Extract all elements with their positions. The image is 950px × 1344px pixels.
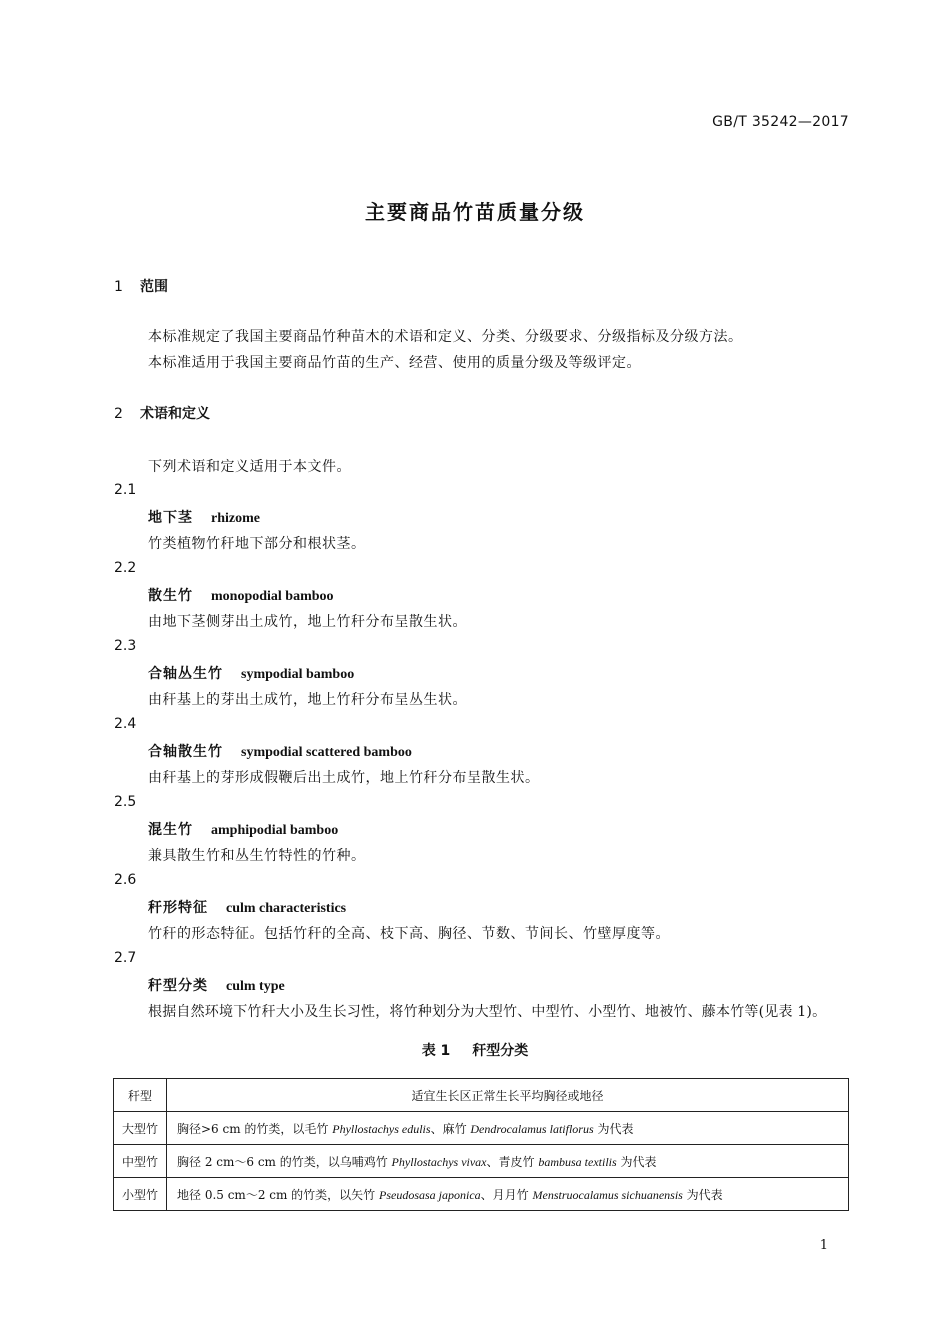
term-number: 2.5 (114, 794, 137, 810)
table-header-cell: 秆型 (114, 1079, 167, 1112)
term-number: 2.4 (114, 716, 137, 732)
table-header-row (114, 1079, 849, 1112)
table-row (114, 1178, 849, 1211)
term-en: sympodial bamboo (241, 667, 355, 682)
table-row (114, 1112, 849, 1145)
species-name: bambusa textilis (538, 1154, 617, 1169)
term-heading (148, 819, 338, 839)
desc-text: 、麻竹 (430, 1121, 471, 1136)
table-cell-description (167, 1178, 849, 1211)
section-title: 范围 (140, 279, 168, 295)
term-zh: 秆型分类 (148, 978, 208, 994)
term-definition: 由秆基上的芽出土成竹，地上竹秆分布呈丛生状。 (148, 692, 467, 708)
term-en: rhizome (211, 511, 260, 526)
term-zh: 地下茎 (148, 510, 193, 526)
term-number: 2.3 (114, 638, 137, 654)
term-definition: 竹秆的形态特征。包括竹秆的全高、枝下高、胸径、节数、节间长、竹壁厚度等。 (148, 926, 670, 942)
section-heading-scope (114, 276, 168, 296)
term-number: 2.1 (114, 482, 137, 498)
species-name: Menstruocalamus sichuanensis (532, 1187, 683, 1202)
term-zh: 合轴丛生竹 (148, 666, 223, 682)
desc-text: 胸径 2 cm～6 cm 的竹类，以乌哺鸡竹 (177, 1154, 392, 1169)
section-number: 2 (114, 406, 123, 422)
desc-text: 为代表 (616, 1154, 657, 1169)
term-definition: 竹类植物竹秆地下部分和根状茎。 (148, 536, 366, 552)
term-definition: 由秆基上的芽形成假鞭后出土成竹，地上竹秆分布呈散生状。 (148, 770, 540, 786)
table-caption (0, 1040, 950, 1060)
term-definition: 根据自然环境下竹秆大小及生长习性，将竹种划分为大型竹、中型竹、小型竹、地被竹、藤本竹等(见表 1)。 (148, 1004, 827, 1020)
term-en: sympodial scattered bamboo (241, 745, 412, 760)
term-en: monopodial bamboo (211, 589, 334, 604)
term-zh: 合轴散生竹 (148, 744, 223, 760)
term-heading (148, 507, 260, 527)
scope-paragraph-1: 本标准规定了我国主要商品竹种苗木的术语和定义、分类、分级要求、分级指标及分级方法。 (148, 329, 743, 345)
desc-text: 为代表 (593, 1121, 634, 1136)
term-zh: 散生竹 (148, 588, 193, 604)
terms-intro-paragraph: 下列术语和定义适用于本文件。 (148, 459, 351, 475)
desc-text: 胸径>6 cm 的竹类，以毛竹 (177, 1121, 333, 1136)
term-en: culm type (226, 979, 285, 994)
term-heading (148, 741, 412, 761)
term-number: 2.6 (114, 872, 137, 888)
term-heading (148, 975, 285, 995)
desc-text: 为代表 (682, 1187, 723, 1202)
document-title: 主要商品竹苗质量分级 (365, 200, 585, 224)
term-definition: 兼具散生竹和丛生竹特性的竹种。 (148, 848, 366, 864)
species-name: Pseudosasa japonica (379, 1187, 481, 1202)
species-name: Phyllostachys vivax (391, 1154, 487, 1169)
term-heading (148, 585, 334, 605)
culm-type-table (113, 1078, 849, 1211)
term-number: 2.7 (114, 950, 137, 966)
term-definition: 由地下茎侧芽出土成竹，地上竹秆分布呈散生状。 (148, 614, 467, 630)
scope-paragraph-2: 本标准适用于我国主要商品竹苗的生产、经营、使用的质量分级及等级评定。 (148, 355, 641, 371)
desc-text: 、青皮竹 (486, 1154, 539, 1169)
term-zh: 混生竹 (148, 822, 193, 838)
page-number: 1 (819, 1238, 828, 1253)
species-name: Phyllostachys edulis (332, 1121, 431, 1136)
table-cell-description (167, 1145, 849, 1178)
term-heading (148, 663, 354, 683)
desc-text: 、月月竹 (480, 1187, 533, 1202)
section-number: 1 (114, 279, 123, 295)
term-heading (148, 897, 346, 917)
table-cell-description (167, 1112, 849, 1145)
term-zh: 秆形特征 (148, 900, 208, 916)
table-row (114, 1145, 849, 1178)
section-heading-terms (114, 403, 210, 423)
table-cell-type: 大型竹 (114, 1112, 167, 1145)
species-name: Dendrocalamus latiflorus (470, 1121, 594, 1136)
term-en: culm characteristics (226, 901, 347, 916)
table-header-cell: 适宜生长区正常生长平均胸径或地径 (167, 1079, 849, 1112)
table-caption-number: 表 1 (421, 1043, 451, 1059)
desc-text: 地径 0.5 cm～2 cm 的竹类，以矢竹 (177, 1187, 379, 1202)
term-number: 2.2 (114, 560, 137, 576)
table-caption-title: 秆型分类 (472, 1043, 529, 1059)
standard-number: GB/T 35242—2017 (712, 114, 849, 130)
term-en: amphipodial bamboo (211, 823, 339, 838)
table-cell-type: 中型竹 (114, 1145, 167, 1178)
section-title: 术语和定义 (140, 406, 210, 422)
table-cell-type: 小型竹 (114, 1178, 167, 1211)
